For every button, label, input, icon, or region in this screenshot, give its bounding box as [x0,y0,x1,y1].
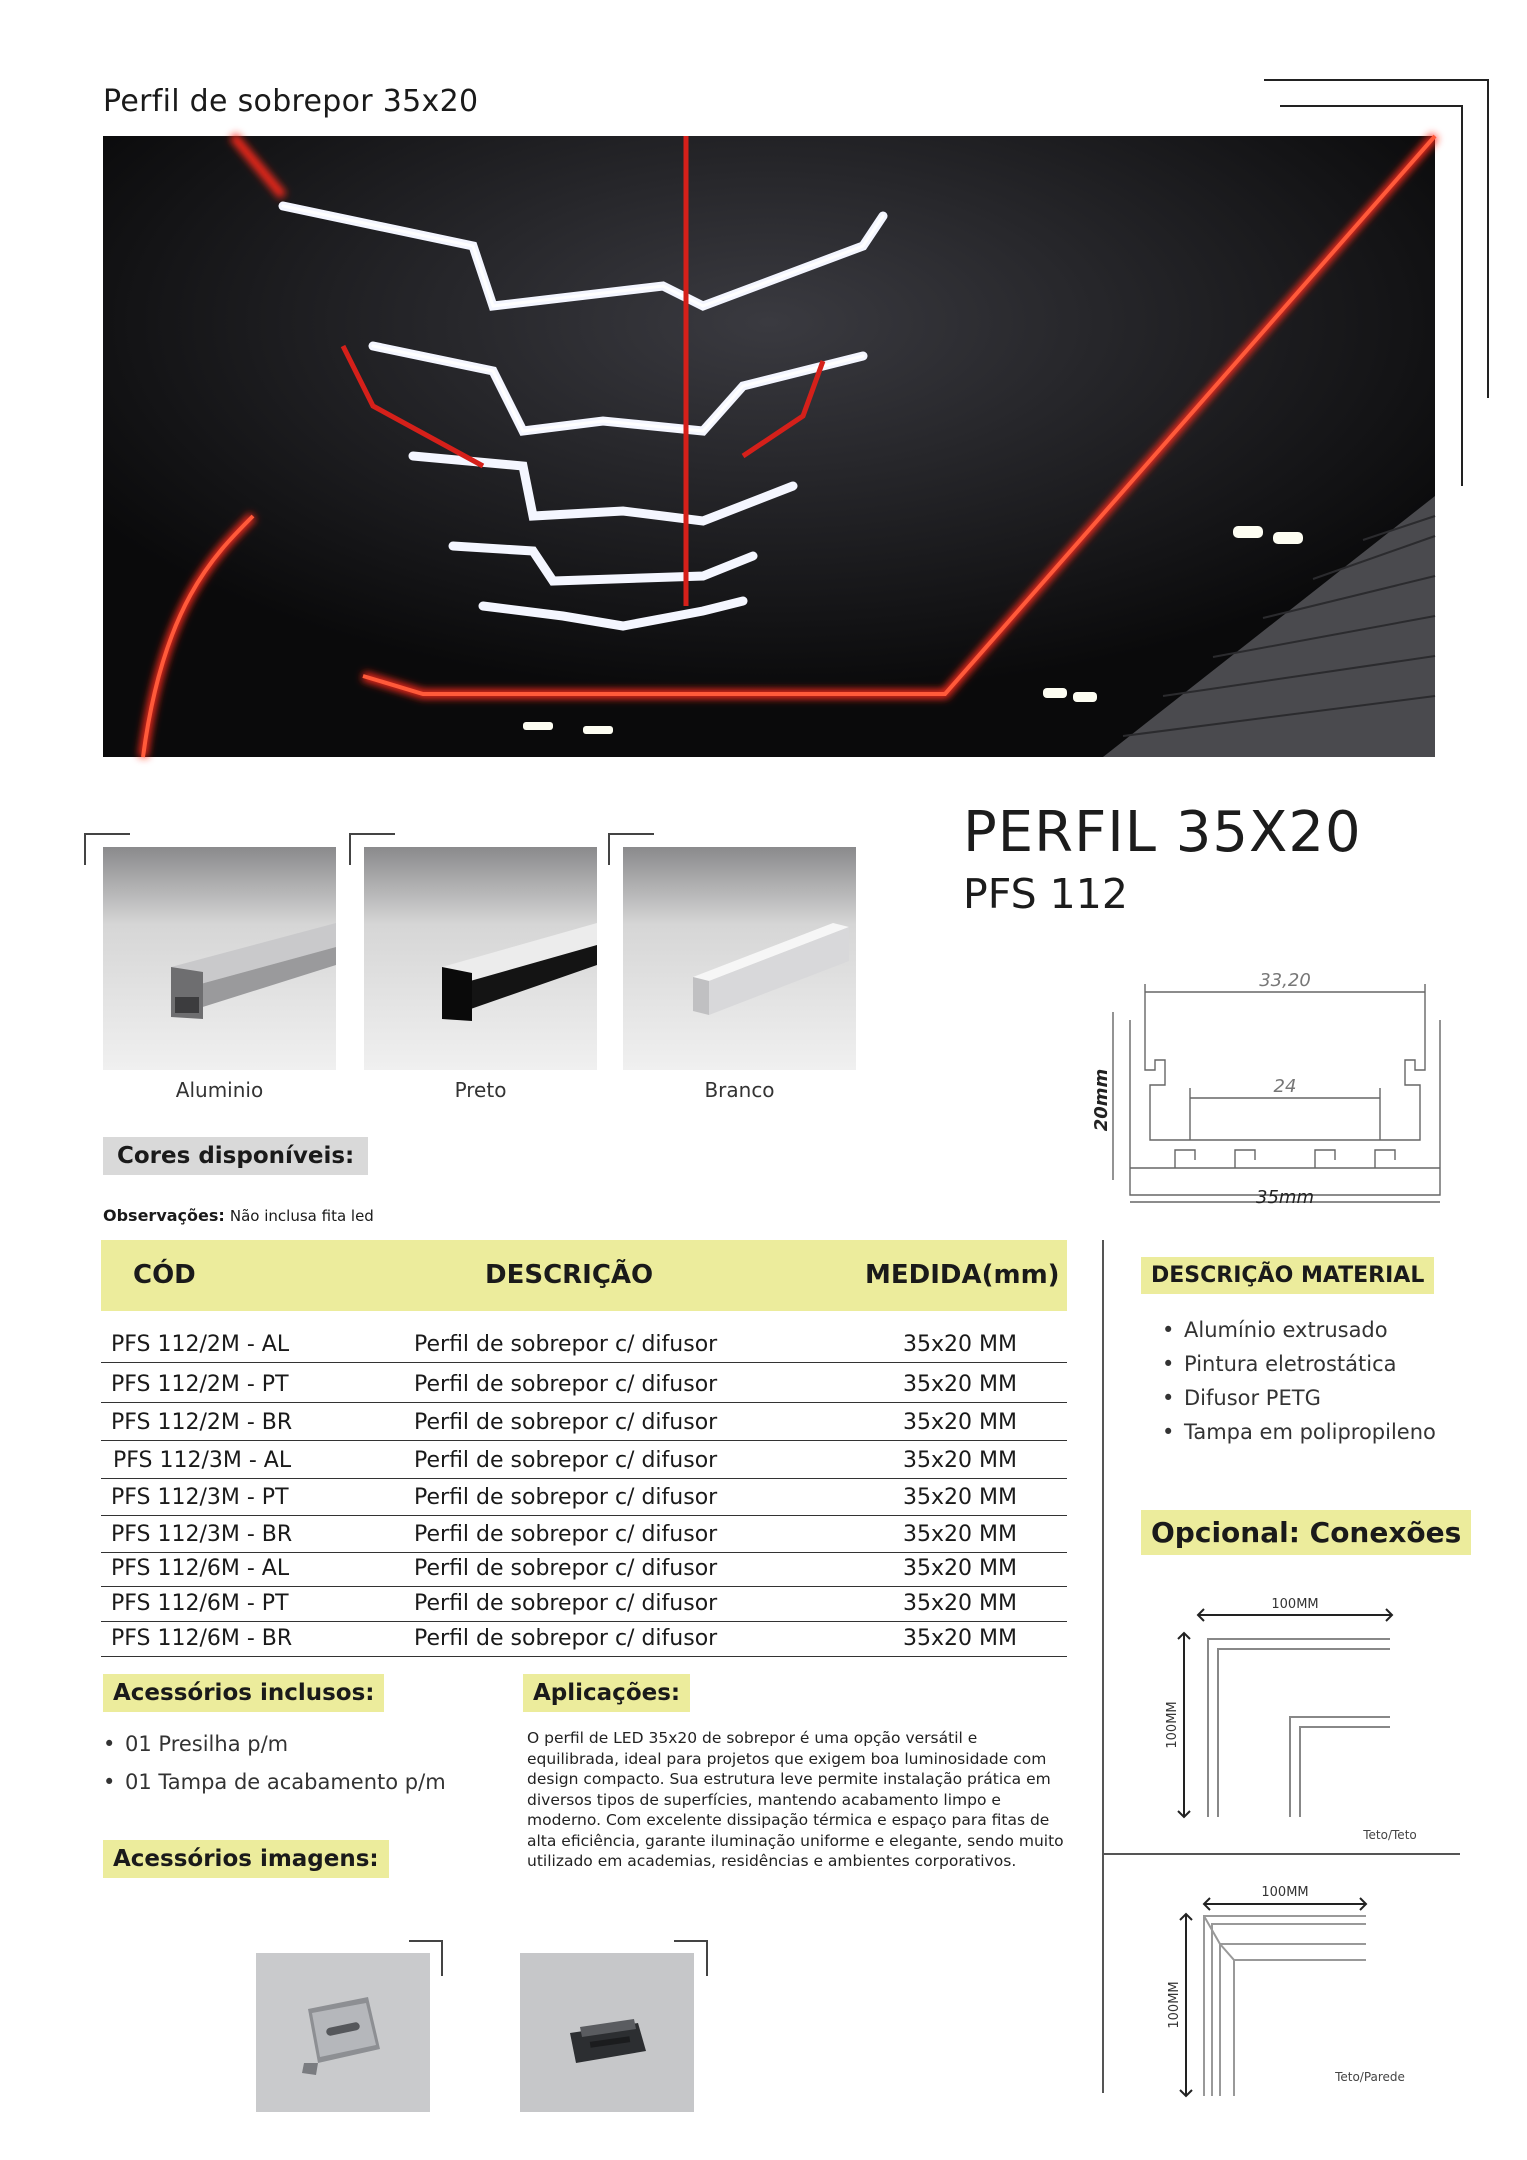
table-row [101,1587,1067,1622]
col-measure-header: MEDIDA(mm) [865,1260,1060,1290]
table-header [101,1240,1067,1311]
row-description: Perfil de sobrepor c/ difusor [414,1556,718,1581]
row-description: Perfil de sobrepor c/ difusor [414,1626,718,1651]
connection-width-label: 100MM [1271,1597,1319,1612]
swatch-preto [364,847,597,1070]
page-title: Perfil de sobrepor 35x20 [103,84,479,119]
connection-caption: Teto/Parede [1335,2070,1405,2084]
row-code: PFS 112/3M - AL [113,1448,292,1473]
optional-title: Opcional: Conexões [1141,1510,1471,1555]
swatch-aluminio [103,847,336,1070]
col-description-header: DESCRIÇÃO [485,1260,654,1290]
row-description: Perfil de sobrepor c/ difusor [414,1332,718,1357]
row-measure: 35x20 MM [903,1556,1017,1581]
row-description: Perfil de sobrepor c/ difusor [414,1448,718,1473]
table-row [101,1518,1067,1553]
row-code: PFS 112/2M - PT [111,1372,289,1397]
swatch-label-aluminio: Aluminio [175,1078,264,1102]
row-measure: 35x20 MM [903,1448,1017,1473]
row-code: PFS 112/3M - PT [111,1485,289,1510]
row-code: PFS 112/2M - BR [111,1410,293,1435]
led-ceiling-illustration [103,136,1435,757]
accessories-included-title: Acessórios inclusos: [103,1674,384,1712]
row-code: PFS 112/6M - AL [111,1556,290,1581]
accessory-endcap-image [520,1953,694,2112]
notes-text: Não inclusa fita led [229,1207,374,1225]
row-description: Perfil de sobrepor c/ difusor [414,1485,718,1510]
row-measure: 35x20 MM [903,1485,1017,1510]
connection-teto-parede-drawing [1160,1870,1460,2130]
connection-height-label: 100MM [1165,1701,1180,1749]
hero-image [103,136,1435,757]
material-item: • Pintura eletrostática [1162,1352,1436,1376]
row-measure: 35x20 MM [903,1332,1017,1357]
dim-inner-width: 24 [1273,1076,1297,1097]
table-row [101,1552,1067,1587]
connection-width-label: 100MM [1261,1885,1309,1900]
row-measure: 35x20 MM [903,1522,1017,1547]
material-item: • Difusor PETG [1162,1386,1436,1410]
applications-title: Aplicações: [523,1674,690,1712]
swatch-label-branco: Branco [704,1078,775,1102]
material-title: DESCRIÇÃO MATERIAL [1141,1257,1434,1294]
profile-branco-image [623,847,856,1070]
row-code: PFS 112/2M - AL [111,1332,290,1357]
row-measure: 35x20 MM [903,1410,1017,1435]
row-code: PFS 112/3M - BR [111,1522,293,1547]
row-description: Perfil de sobrepor c/ difusor [414,1372,718,1397]
table-row [101,1481,1067,1516]
material-item: • Tampa em polipropileno [1162,1420,1436,1444]
row-description: Perfil de sobrepor c/ difusor [414,1410,718,1435]
accessory-clip-image [256,1953,430,2112]
endcap-photo [520,1953,694,2112]
colors-available-label: Cores disponíveis: [103,1137,368,1175]
product-code: PFS 112 [963,870,1128,918]
swatch-branco [623,847,856,1070]
column-divider [1102,1240,1104,2093]
table-row [101,1368,1067,1403]
dim-bottom-width: 35mm [1256,1187,1314,1208]
connection-height-label: 100MM [1167,1981,1182,2029]
applications-text: O perfil de LED 35x20 de sobrepor é uma opção versátil e equilibrada, ideal para projetos que exigem boa luminosidade com design compacto. Sua estrutura leve permite instalação prática em diversos tipos de superfícies, mantendo acabamento limpo e moderno. Com excelente dissipação térmica e espaço para fitas de alta eficiência, garante iluminação uniforme e elegante, sendo muito utilizado em academias, residências e ambientes corporativos. [527,1729,1064,1870]
row-measure: 35x20 MM [903,1626,1017,1651]
profile-preto-image [364,847,597,1070]
row-measure: 35x20 MM [903,1591,1017,1616]
accessory-item: • 01 Presilha p/m [103,1732,446,1756]
accessories-images-title: Acessórios imagens: [103,1840,389,1878]
clip-photo [256,1953,430,2112]
profile-dimension-drawing [1091,970,1455,1215]
profile-aluminio-image [103,847,336,1070]
material-list [1162,1318,1436,1454]
table-row [101,1328,1067,1363]
row-description: Perfil de sobrepor c/ difusor [414,1522,718,1547]
accessories-list [103,1732,446,1804]
product-title: PERFIL 35X20 [963,800,1362,865]
connection-caption: Teto/Teto [1363,1828,1417,1842]
table-row [101,1406,1067,1441]
col-code-header: CÓD [133,1260,196,1290]
connection-teto-teto-drawing [1160,1585,1460,1845]
accessory-item: • 01 Tampa de acabamento p/m [103,1770,446,1794]
row-code: PFS 112/6M - BR [111,1626,293,1651]
swatch-label-preto: Preto [454,1078,507,1102]
material-item: • Alumínio extrusado [1162,1318,1436,1342]
row-description: Perfil de sobrepor c/ difusor [414,1591,718,1616]
row-code: PFS 112/6M - PT [111,1591,289,1616]
dim-top-width: 33,20 [1259,970,1311,991]
notes-label: Observações: [103,1206,225,1225]
row-measure: 35x20 MM [903,1372,1017,1397]
connection-divider [1102,1853,1460,1855]
notes [103,1206,374,1225]
table-row [101,1622,1067,1657]
table-row [101,1444,1067,1479]
dim-height: 20mm [1091,1068,1112,1132]
